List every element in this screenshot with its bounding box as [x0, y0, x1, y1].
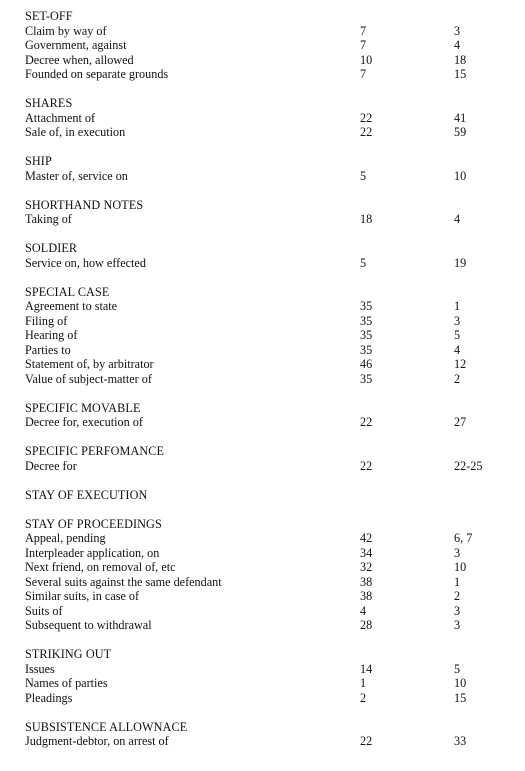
entry-order-number: 2	[360, 690, 367, 705]
index-section	[25, 488, 505, 503]
entry-rule-number: 19	[454, 255, 467, 270]
entry-rule-number: 3	[454, 603, 461, 618]
entry-topic: Appeal, pending	[25, 531, 106, 545]
index-section	[25, 720, 505, 749]
entry-topic: Value of subject-matter of	[25, 371, 152, 386]
index-entry	[25, 314, 505, 329]
entry-topic: Taking of	[25, 212, 72, 226]
entry-rule-number: 4	[454, 342, 461, 357]
entry-order-number: 22	[360, 734, 373, 748]
entry-rule-number: 4	[454, 38, 461, 52]
entry-order-number: 22	[360, 110, 373, 125]
section-heading: SPECIFIC PERFOMANCE	[25, 444, 165, 458]
index-entry	[25, 415, 505, 430]
section-heading: STAY OF PROCEEDINGS	[25, 516, 162, 531]
section-heading: SUBSISTENCE ALLOWNACE	[25, 719, 188, 734]
entry-rule-number: 1	[454, 574, 461, 589]
entry-topic: Master of, service on	[25, 168, 128, 183]
entry-order-number: 22	[360, 125, 373, 139]
entry-topic: Next friend, on removal of, etc	[25, 560, 176, 574]
entry-rule-number: 4	[454, 212, 461, 226]
index-entry	[25, 604, 505, 619]
entry-rule-number: 10	[454, 168, 467, 183]
index-entry	[25, 38, 505, 53]
index-section	[25, 647, 505, 705]
index-entry	[25, 560, 505, 575]
entry-rule-number: 3	[454, 618, 461, 632]
entry-topic: Hearing of	[25, 328, 78, 342]
index-entry	[25, 618, 505, 633]
index-entry	[25, 111, 505, 126]
entry-rule-number: 5	[454, 328, 461, 342]
entry-order-number: 34	[360, 545, 373, 560]
index-entry	[25, 459, 505, 474]
entry-topic: Pleadings	[25, 690, 73, 705]
section-heading: SPECIAL CASE	[25, 284, 110, 299]
entry-topic: Names of parties	[25, 676, 108, 690]
entry-order-number: 42	[360, 531, 373, 545]
entry-rule-number: 10	[454, 560, 467, 574]
index-section	[25, 96, 505, 140]
index-entry	[25, 24, 505, 39]
entry-order-number: 22	[360, 415, 373, 429]
entry-rule-number: 27	[454, 415, 467, 429]
section-heading: SOLDIER	[25, 241, 78, 255]
entry-topic: Decree when, allowed	[25, 52, 134, 67]
entry-rule-number: 2	[454, 589, 461, 603]
index-entry	[25, 589, 505, 604]
index-entry	[25, 662, 505, 677]
entry-order-number: 35	[360, 371, 373, 386]
entry-rule-number: 41	[454, 110, 467, 125]
index-entry	[25, 299, 505, 314]
entry-topic: Parties to	[25, 342, 71, 357]
entry-order-number: 46	[360, 357, 373, 371]
index-entry	[25, 676, 505, 691]
entry-order-number: 5	[360, 255, 367, 270]
entry-order-number: 35	[360, 328, 373, 342]
entry-topic: Interpleader application, on	[25, 545, 160, 560]
entry-topic: Attachment of	[25, 110, 96, 125]
entry-rule-number: 33	[454, 734, 467, 748]
entry-topic: Decree for, execution of	[25, 415, 143, 429]
index-page	[25, 9, 505, 763]
entry-order-number: 35	[360, 313, 373, 328]
entry-order-number: 32	[360, 560, 373, 574]
index-entry	[25, 212, 505, 227]
entry-order-number: 7	[360, 23, 367, 38]
entry-rule-number: 22-25	[454, 458, 483, 473]
index-section	[25, 444, 505, 473]
entry-topic: Judgment-debtor, on arrest of	[25, 734, 169, 748]
entry-topic: Statement of, by arbitrator	[25, 357, 154, 371]
entry-order-number: 38	[360, 589, 373, 603]
entry-topic: Filing of	[25, 313, 68, 328]
index-entry	[25, 357, 505, 372]
index-entry	[25, 53, 505, 68]
entry-order-number: 28	[360, 618, 373, 632]
entry-topic: Several suits against the same defendant	[25, 574, 222, 589]
entry-order-number: 10	[360, 52, 373, 67]
entry-topic: Claim by way of	[25, 23, 107, 38]
entry-topic: Decree for	[25, 458, 77, 473]
entry-rule-number: 1	[454, 299, 461, 313]
entry-rule-number: 12	[454, 357, 467, 371]
index-entry	[25, 328, 505, 343]
entry-rule-number: 2	[454, 371, 461, 386]
index-entry	[25, 169, 505, 184]
index-section	[25, 241, 505, 270]
entry-topic: Government, against	[25, 38, 127, 52]
index-entry	[25, 372, 505, 387]
entry-rule-number: 15	[454, 67, 467, 81]
entry-order-number: 22	[360, 458, 373, 473]
entry-rule-number: 5	[454, 661, 461, 676]
entry-rule-number: 3	[454, 313, 461, 328]
entry-rule-number: 59	[454, 125, 467, 139]
index-entry	[25, 546, 505, 561]
index-section	[25, 154, 505, 183]
section-heading: STAY OF EXECUTION	[25, 487, 148, 502]
entry-order-number: 7	[360, 67, 367, 81]
section-heading: STRIKING OUT	[25, 647, 112, 661]
section-heading: SHORTHAND NOTES	[25, 197, 144, 212]
index-section	[25, 9, 505, 82]
entry-order-number: 1	[360, 676, 367, 690]
section-heading: SET-OFF	[25, 9, 73, 23]
index-entry	[25, 734, 505, 749]
section-heading: SPECIFIC MOVABLE	[25, 400, 141, 415]
index-entry	[25, 256, 505, 271]
entry-topic: Sale of, in execution	[25, 125, 126, 139]
entry-rule-number: 3	[454, 23, 461, 38]
index-section	[25, 285, 505, 387]
entry-order-number: 5	[360, 168, 367, 183]
entry-topic: Service on, how effected	[25, 255, 146, 270]
entry-rule-number: 10	[454, 676, 467, 690]
entry-order-number: 38	[360, 574, 373, 589]
index-section	[25, 401, 505, 430]
index-entry	[25, 343, 505, 358]
section-heading: SHIP	[25, 154, 52, 168]
index-entry	[25, 575, 505, 590]
index-entry	[25, 67, 505, 82]
entry-topic: Agreement to state	[25, 299, 118, 313]
entry-rule-number: 3	[454, 545, 461, 560]
index-entry	[25, 531, 505, 546]
entry-rule-number: 6, 7	[454, 531, 473, 545]
entry-order-number: 35	[360, 299, 373, 313]
entry-topic: Subsequent to withdrawal	[25, 618, 152, 632]
entry-order-number: 35	[360, 342, 373, 357]
entry-topic: Suits of	[25, 603, 63, 618]
entry-topic: Founded on separate grounds	[25, 67, 169, 81]
index-section	[25, 198, 505, 227]
entry-topic: Similar suits, in case of	[25, 589, 140, 603]
section-heading: SHARES	[25, 96, 73, 110]
entry-topic: Issues	[25, 661, 55, 676]
index-section	[25, 517, 505, 633]
entry-order-number: 18	[360, 212, 373, 226]
entry-order-number: 4	[360, 603, 367, 618]
entry-order-number: 14	[360, 661, 373, 676]
index-entry	[25, 125, 505, 140]
entry-rule-number: 15	[454, 690, 467, 705]
entry-order-number: 7	[360, 38, 367, 52]
entry-rule-number: 18	[454, 52, 467, 67]
index-entry	[25, 691, 505, 706]
